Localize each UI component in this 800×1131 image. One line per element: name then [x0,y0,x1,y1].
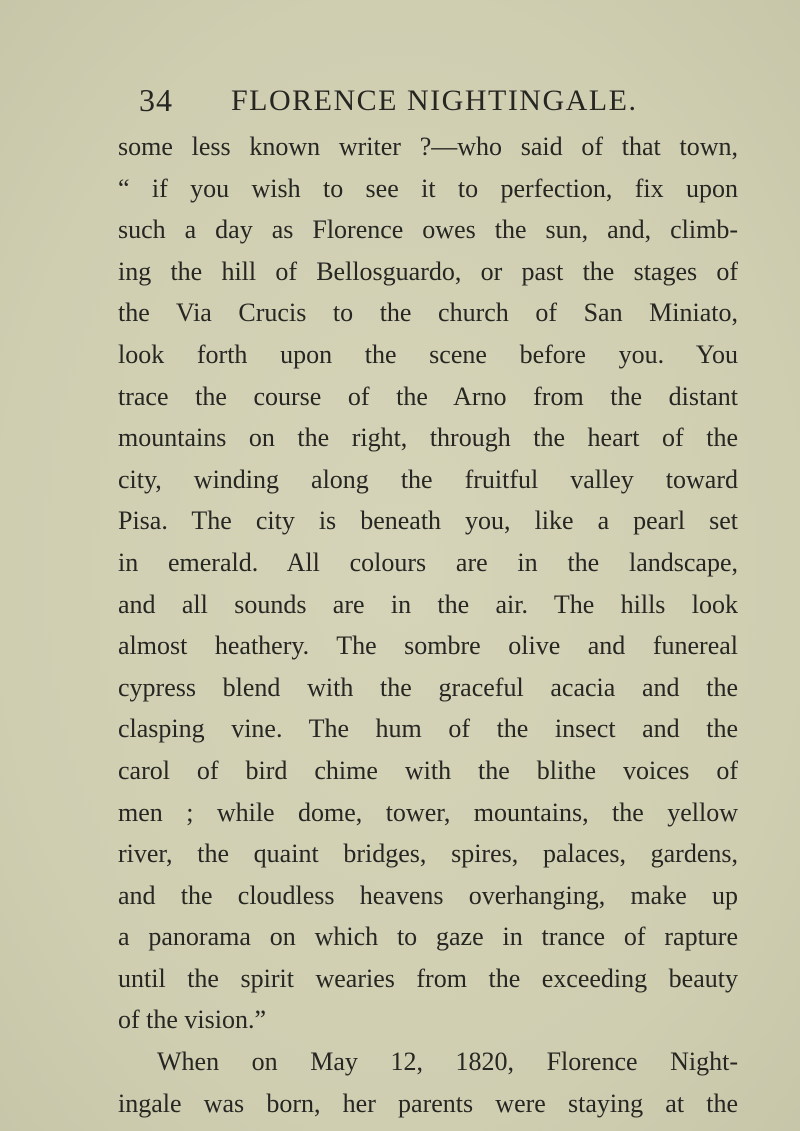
text-line: ingale was born, her parents were staying at the [118,1088,738,1118]
text-line: until the spirit wearies from the exceeding beauty [118,963,738,993]
text-line: cypress blend with the graceful acacia and the [118,672,738,702]
text-line: mountains on the right, through the heart of the [118,423,738,453]
text-line: ing the hill of Bellosguardo, or past the stages of [118,256,738,286]
text-line: and all sounds are in the air. The hills look [118,589,738,619]
running-title: FLORENCE NIGHTINGALE. [231,84,638,117]
text-line: in emerald. All colours are in the landscape, [118,547,738,577]
text-line: Pisa. The city is beneath you, like a pearl set [118,506,738,536]
text-line: river, the quaint bridges, spires, palaces, gardens, [118,839,738,869]
text-line: clasping vine. The hum of the insect and the [118,714,738,744]
text-line: almost heathery. The sombre olive and funereal [118,631,738,661]
page-header [139,82,719,126]
text-line: some less known writer ?—who said of that town, [118,132,738,161]
text-line: carol of bird chime with the blithe voices of [118,755,738,785]
text-line: trace the course of the Arno from the distant [118,381,738,411]
text-line: and the cloudless heavens overhanging, make up [118,880,738,910]
page-number: 34 [139,82,173,118]
body-text [118,126,738,1124]
text-line: a panorama on which to gaze in trance of rapture [118,922,738,952]
text-line-paragraph-end: of the vision.” [118,1005,267,1035]
text-line: “ if you wish to see it to perfection, fix upon [118,173,738,203]
text-line-paragraph-start: When on May 12, 1820, Florence Night- [157,1047,738,1077]
text-line: look forth upon the scene before you. You [118,339,738,369]
text-line: such a day as Florence owes the sun, and, climb- [118,215,738,245]
text-line: men ; while dome, tower, mountains, the yellow [118,797,738,827]
text-line: the Via Crucis to the church of San Miniato, [118,298,738,328]
text-line: city, winding along the fruitful valley toward [118,464,738,494]
